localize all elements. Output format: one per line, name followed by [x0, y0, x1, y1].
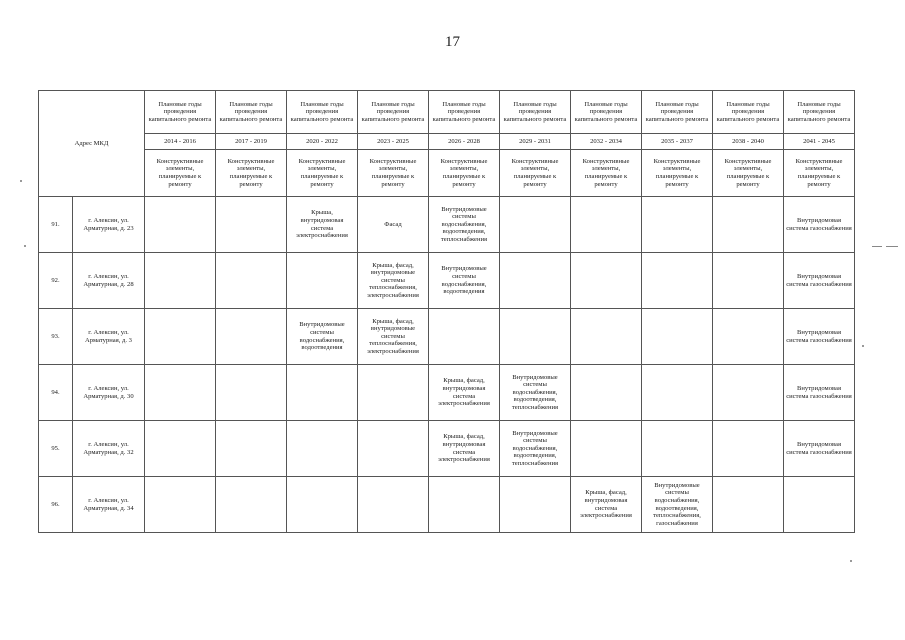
repair-elements-cell: [713, 365, 784, 421]
period-range: 2017 - 2019: [216, 134, 287, 150]
repair-elements-cell: Фасад: [358, 197, 429, 253]
row-address: г. Алексин, ул. Арматурная, д. 32: [73, 421, 145, 477]
elements-header: Конструктивные элементы, планируемые к ремонту: [571, 150, 642, 197]
repair-elements-cell: Крыша, фасад, внутридомовая система электроснабжения: [571, 477, 642, 533]
elements-header: Конструктивные элементы, планируемые к ремонту: [429, 150, 500, 197]
repair-elements-cell: Внутридомовая система газоснабжения: [784, 421, 855, 477]
period-header: Плановые годы проведения капитального ремонта: [642, 91, 713, 134]
period-range: 2032 - 2034: [571, 134, 642, 150]
repair-elements-cell: Крыша, внутридомовая система электроснабжения: [287, 197, 358, 253]
repair-elements-cell: [216, 309, 287, 365]
elements-header: Конструктивные элементы, планируемые к ремонту: [713, 150, 784, 197]
repair-elements-cell: Внутридомовая система газоснабжения: [784, 365, 855, 421]
repair-elements-cell: [642, 365, 713, 421]
scan-mark: [886, 246, 898, 247]
repair-elements-cell: [784, 477, 855, 533]
repair-elements-cell: Внутридомовые системы водоснабжения, водоотведения, теплоснабжения: [429, 197, 500, 253]
repair-elements-cell: [713, 477, 784, 533]
scan-mark: [872, 246, 882, 247]
period-range: 2041 - 2045: [784, 134, 855, 150]
repair-elements-cell: [287, 365, 358, 421]
row-address: г. Алексин, ул. Арматурная, д. 30: [73, 365, 145, 421]
row-number: 94.: [39, 365, 73, 421]
repair-elements-cell: [216, 365, 287, 421]
period-header: Плановые годы проведения капитального ремонта: [571, 91, 642, 134]
period-header: Плановые годы проведения капитального ремонта: [216, 91, 287, 134]
repair-elements-cell: [571, 421, 642, 477]
repair-elements-cell: [500, 309, 571, 365]
repair-elements-cell: Внутридомовая система газоснабжения: [784, 253, 855, 309]
period-range: 2038 - 2040: [713, 134, 784, 150]
period-range: 2035 - 2037: [642, 134, 713, 150]
repair-elements-cell: [287, 253, 358, 309]
elements-header: Конструктивные элементы, планируемые к ремонту: [358, 150, 429, 197]
scan-dot: [20, 180, 22, 182]
repair-elements-cell: [642, 253, 713, 309]
row-number: 92.: [39, 253, 73, 309]
repair-elements-cell: [642, 309, 713, 365]
table-body: [39, 197, 855, 533]
repair-elements-cell: Внутридомовые системы водоснабжения, водоотведения, теплоснабжения: [500, 365, 571, 421]
repair-elements-cell: [216, 197, 287, 253]
repair-elements-cell: [500, 477, 571, 533]
repair-elements-cell: [216, 421, 287, 477]
repair-elements-cell: [571, 253, 642, 309]
repair-elements-cell: Крыша, фасад, внутридомовые системы теплоснабжения, электроснабжения: [358, 309, 429, 365]
repair-elements-cell: [571, 365, 642, 421]
repair-elements-cell: [287, 421, 358, 477]
repair-elements-cell: Внутридомовые системы водоснабжения, водоотведения, теплоснабжения, газоснабжения: [642, 477, 713, 533]
repair-elements-cell: Крыша, фасад, внутридомовая система электроснабжения: [429, 421, 500, 477]
period-header: Плановые годы проведения капитального ремонта: [429, 91, 500, 134]
repair-elements-cell: [500, 197, 571, 253]
repair-elements-cell: [145, 197, 216, 253]
scan-dot: [24, 245, 26, 247]
table-row: [39, 421, 855, 477]
repair-elements-cell: [145, 421, 216, 477]
table-row: [39, 197, 855, 253]
elements-header: Конструктивные элементы, планируемые к ремонту: [287, 150, 358, 197]
period-header: Плановые годы проведения капитального ремонта: [500, 91, 571, 134]
repair-elements-cell: Внутридомовая система газоснабжения: [784, 309, 855, 365]
row-address: г. Алексин, ул. Арматурная, д. 34: [73, 477, 145, 533]
repair-schedule-table: [38, 90, 855, 533]
table-row: [39, 309, 855, 365]
row-number: 95.: [39, 421, 73, 477]
repair-elements-cell: [287, 477, 358, 533]
repair-elements-cell: Крыша, фасад, внутридомовые системы теплоснабжения, электроснабжения: [358, 253, 429, 309]
repair-elements-cell: [642, 197, 713, 253]
row-number: 93.: [39, 309, 73, 365]
repair-elements-cell: [145, 365, 216, 421]
repair-elements-cell: [358, 477, 429, 533]
repair-elements-cell: [713, 421, 784, 477]
period-header: Плановые годы проведения капитального ремонта: [713, 91, 784, 134]
repair-elements-cell: [713, 253, 784, 309]
repair-elements-cell: [713, 309, 784, 365]
period-range: 2029 - 2031: [500, 134, 571, 150]
repair-elements-cell: [358, 421, 429, 477]
repair-elements-cell: [571, 309, 642, 365]
repair-elements-cell: [216, 253, 287, 309]
page-number: 17: [445, 34, 460, 50]
period-header: Плановые годы проведения капитального ремонта: [784, 91, 855, 134]
repair-elements-cell: [429, 477, 500, 533]
repair-elements-cell: [571, 197, 642, 253]
period-header: Плановые годы проведения капитального ремонта: [145, 91, 216, 134]
repair-elements-cell: [145, 309, 216, 365]
repair-elements-cell: Крыша, фасад, внутридомовая система электроснабжения: [429, 365, 500, 421]
repair-elements-cell: [145, 253, 216, 309]
elements-header: Конструктивные элементы, планируемые к ремонту: [642, 150, 713, 197]
repair-elements-cell: Внутридомовые системы водоснабжения, водоотведения, теплоснабжения: [500, 421, 571, 477]
period-header: Плановые годы проведения капитального ремонта: [358, 91, 429, 134]
scan-dot: [862, 345, 864, 347]
period-range: 2020 - 2022: [287, 134, 358, 150]
address-column-header: Адрес МКД: [39, 91, 145, 197]
row-number: 91.: [39, 197, 73, 253]
table-row: [39, 253, 855, 309]
repair-elements-cell: [429, 309, 500, 365]
period-range: 2014 - 2016: [145, 134, 216, 150]
table-header: [39, 91, 855, 197]
elements-header: Конструктивные элементы, планируемые к ремонту: [784, 150, 855, 197]
repair-elements-cell: [145, 477, 216, 533]
period-header: Плановые годы проведения капитального ремонта: [287, 91, 358, 134]
elements-header: Конструктивные элементы, планируемые к ремонту: [145, 150, 216, 197]
period-range: 2023 - 2025: [358, 134, 429, 150]
row-address: г. Алексин, ул. Арматурная, д. 3: [73, 309, 145, 365]
period-range: 2026 - 2028: [429, 134, 500, 150]
repair-elements-cell: Внутридомовая система газоснабжения: [784, 197, 855, 253]
row-address: г. Алексин, ул. Арматурная, д. 28: [73, 253, 145, 309]
elements-header: Конструктивные элементы, планируемые к ремонту: [500, 150, 571, 197]
repair-elements-cell: [642, 421, 713, 477]
repair-elements-cell: [500, 253, 571, 309]
repair-elements-cell: [713, 197, 784, 253]
repair-elements-cell: Внутридомовые системы водоснабжения, водоотведения: [287, 309, 358, 365]
repair-elements-cell: [358, 365, 429, 421]
repair-elements-cell: [216, 477, 287, 533]
row-address: г. Алексин, ул. Арматурная, д. 23: [73, 197, 145, 253]
table-row: [39, 365, 855, 421]
row-number: 96.: [39, 477, 73, 533]
scan-dot: [850, 560, 852, 562]
elements-header: Конструктивные элементы, планируемые к ремонту: [216, 150, 287, 197]
repair-elements-cell: Внутридомовые системы водоснабжения, водоотведения: [429, 253, 500, 309]
table-row: [39, 477, 855, 533]
